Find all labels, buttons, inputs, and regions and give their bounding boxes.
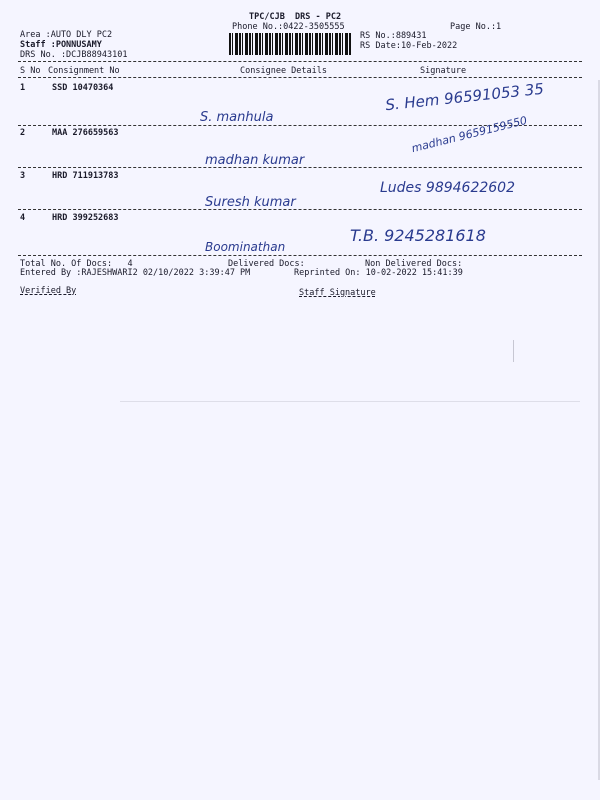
row-signature: S. Hem 96591053 35 — [384, 79, 545, 115]
row-signature: Ludes 9894622602 — [380, 180, 515, 196]
non-delivered-docs: Non Delivered Docs: — [365, 259, 463, 269]
rs-date: RS Date:10-Feb-2022 — [360, 41, 458, 51]
column-header-divider — [18, 77, 582, 78]
column-header-signature: Signature — [420, 66, 467, 76]
barcode-image — [229, 33, 351, 55]
row-sno: 1 — [20, 83, 26, 93]
scan-noise-line — [120, 401, 580, 402]
row-signature: madhan 9659159550 — [410, 113, 529, 156]
delivered-docs: Delivered Docs: — [228, 259, 305, 269]
document-title: TPC/CJB DRS - PC2 — [249, 12, 342, 22]
row-signature: T.B. 9245281618 — [350, 226, 486, 245]
header-divider — [18, 61, 582, 62]
phone-number: Phone No.:0422-3505555 — [232, 22, 345, 32]
row-divider — [18, 209, 582, 210]
column-header-sno: S No — [20, 66, 41, 76]
entered-by: Entered By :RAJESHWARI2 02/10/2022 3:39:47 PM — [20, 268, 251, 278]
row-consignee-name: madhan kumar — [205, 153, 305, 168]
row-sno: 2 — [20, 128, 26, 138]
row-consignee-name: S. manhula — [200, 110, 274, 125]
row-sno: 4 — [20, 213, 26, 223]
column-header-consignee: Consignee Details — [240, 66, 327, 76]
row-consignment-number: MAA 276659563 — [52, 128, 119, 138]
table-bottom-divider — [18, 255, 582, 256]
row-consignee-name: Suresh kumar — [205, 195, 296, 210]
scan-noise-mark — [513, 340, 514, 362]
page-number: Page No.:1 — [450, 22, 502, 32]
drs-number: DRS No. :DCJB88943101 — [20, 50, 128, 60]
row-divider — [18, 167, 582, 168]
rs-number: RS No.:889431 — [360, 31, 427, 41]
row-consignment-number: SSD 10470364 — [52, 83, 114, 93]
staff-label: Staff :PONNUSAMY — [20, 40, 102, 50]
reprinted-on: Reprinted On: 10-02-2022 15:41:39 — [294, 268, 463, 278]
staff-signature-label: Staff Signature — [299, 288, 376, 298]
row-sno: 3 — [20, 171, 26, 181]
column-header-consignment: Consignment No — [48, 66, 120, 76]
row-consignment-number: HRD 711913783 — [52, 171, 119, 181]
row-consignee-name: Boominathan — [205, 240, 286, 254]
row-consignment-number: HRD 399252683 — [52, 213, 119, 223]
area-label: Area :AUTO DLY PC2 — [20, 30, 113, 40]
verified-by-label: Verified By — [20, 286, 77, 296]
total-docs: Total No. Of Docs: 4 — [20, 259, 133, 269]
